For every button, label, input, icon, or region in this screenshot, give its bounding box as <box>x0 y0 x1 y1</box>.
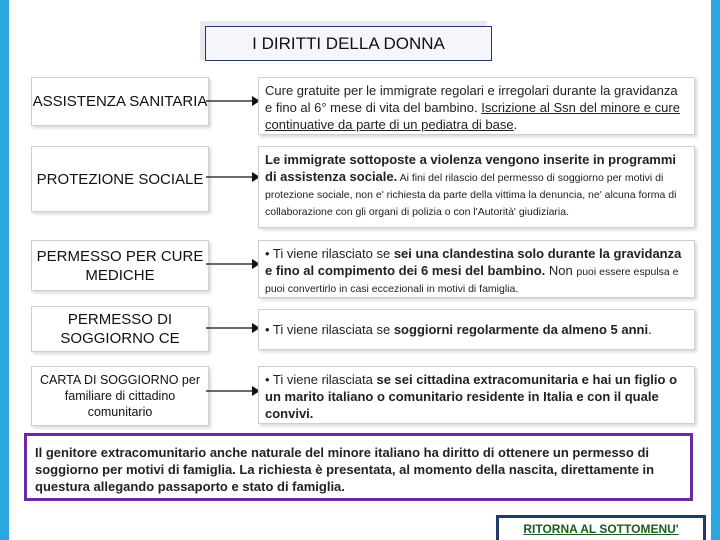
label-text: PERMESSO DI SOGGIORNO CE <box>60 311 180 347</box>
desc-text: Cure gratuite per le immigrate regolari e irregolari durante la gravidanza e fino al 6° mese di vita del bambino. <box>265 83 678 115</box>
label-assistenza-sanitaria <box>31 77 209 126</box>
arrow-icon <box>206 258 260 270</box>
page-title: I DIRITTI DELLA DONNA <box>205 26 492 61</box>
desc-text: . <box>513 117 518 132</box>
label-text: CARTA DI SOGGIORNO per familiare di cittadino comunitario <box>40 373 200 419</box>
arrow-icon <box>206 171 260 183</box>
arrow-icon <box>206 322 260 334</box>
label-carta-di-soggiorno <box>31 366 209 426</box>
desc-protezione-sociale <box>258 146 695 228</box>
label-protezione-sociale <box>31 146 209 212</box>
desc-bold-text: se sei cittadina extracomunitaria e hai un figlio o un marito italiano o comunitario residente in Italia e con il quale convivi. <box>265 372 678 421</box>
label-permesso-cure-mediche <box>31 240 209 291</box>
desc-text: Non <box>545 263 577 278</box>
arrow-icon <box>206 95 260 107</box>
family-note-box <box>24 433 693 501</box>
desc-text: . <box>648 322 652 337</box>
desc-underlined-text: Iscrizione al Ssn del minore e cure continuative da parte di un pediatra di base <box>265 100 680 132</box>
desc-assistenza-sanitaria <box>258 77 695 135</box>
label-permesso-soggiorno-ce <box>31 306 209 352</box>
desc-small-text: Ai fini del rilascio del permesso di soggiorno per motivi di protezione sociale, non e' richiesta da parte della vittima la denuncia, ne' alcuna forma di collaborazione con gli organi di polizia o con l'Autorità' giudiziaria. <box>265 172 677 218</box>
desc-bold-text: soggiorni regolarmente da almeno 5 anni <box>393 322 649 337</box>
label-text: PERMESSO PER CURE MEDICHE <box>36 247 204 284</box>
desc-permesso-soggiorno-ce <box>258 309 695 350</box>
back-to-submenu-button[interactable] <box>496 515 706 540</box>
desc-text: • Ti viene rilasciata <box>265 372 377 387</box>
back-to-submenu-label: RITORNA AL SOTTOMENU' <box>523 522 679 536</box>
left-accent-bar <box>0 0 9 540</box>
desc-text: • Ti viene rilasciato se <box>265 246 394 261</box>
desc-small-text: puoi essere espulsa e puoi convertirlo in casi eccezionali in motivi di famiglia. <box>265 266 679 295</box>
desc-permesso-cure-mediche <box>258 240 695 298</box>
right-accent-bar <box>711 0 720 540</box>
label-text: PROTEZIONE SOCIALE <box>36 170 204 188</box>
label-text: ASSISTENZA SANITARIA <box>32 93 208 110</box>
desc-text: • Ti viene rilasciata se <box>265 322 394 337</box>
desc-carta-di-soggiorno <box>258 366 695 424</box>
desc-bold-text: Le immigrate sottoposte a violenza vengono inserite in programmi di assistenza sociale. <box>265 152 677 184</box>
arrow-icon <box>206 385 260 397</box>
family-note-text: Il genitore extracomunitario anche naturale del minore italiano ha diritto di ottenere un permesso di soggiorno per motivi di famiglia. La richiesta è presentata, al momento della nascita, direttamente in questura allegando passaporto e stato di famiglia. <box>35 445 655 494</box>
desc-bold-text: sei una clandestina solo durante la gravidanza e fino al compimento dei 6 mesi del bambino. <box>265 246 682 278</box>
